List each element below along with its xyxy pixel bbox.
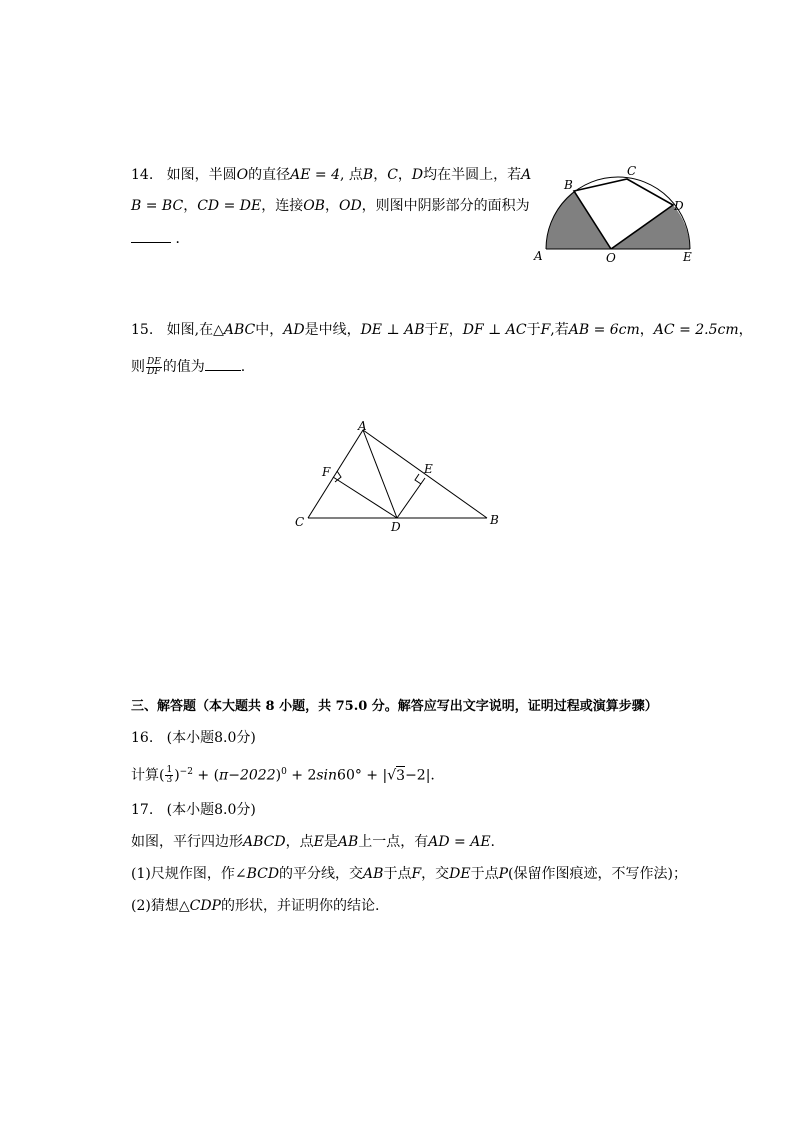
q14-number: 14.	[131, 167, 154, 183]
fraction-DE-DF: $\frac{DE}{DF}$	[147, 356, 161, 377]
q17-number: 17.	[131, 802, 154, 818]
segment-DF	[333, 477, 397, 518]
label-O: O	[606, 251, 616, 265]
label-A: A	[358, 419, 367, 433]
q15-line-1: 15. 如图,在△ABC中，AD是中线，DE ⊥ AB于E，DF ⊥ AC于F,若AB = 6cm，AC = 2.5cm，	[131, 322, 753, 338]
answer-blank	[131, 228, 171, 243]
q15-number: 15.	[131, 322, 154, 338]
section-3-heading: 三、解答题（本大题共 8 小题，共 75.0 分。解答应写出文字说明，证明过程或演算步骤）	[131, 699, 658, 714]
label-C: C	[295, 515, 305, 529]
label-B: B	[490, 513, 499, 527]
label-F: F	[322, 465, 331, 479]
label-E: E	[424, 462, 433, 476]
q14-line-2: B = BC，CD = DE，连接OB，OD，则图中阴影部分的面积为	[131, 198, 530, 214]
fraction-1-3: $\frac{1}{3}$	[166, 765, 173, 786]
q14-semicircle-figure	[530, 160, 700, 270]
label-A: A	[534, 249, 543, 263]
label-E: E	[683, 250, 692, 264]
q16-expression: 计算( $\frac{1}{3}$ )$^{-2} + (\pi-2022)^0 + 2\sin 60^\circ + |√3-2|$.	[131, 765, 435, 786]
answer-blank	[205, 356, 241, 371]
label-D: D	[674, 199, 684, 213]
right-angle-E	[415, 474, 421, 484]
label-D: D	[391, 520, 401, 534]
median-AD	[363, 430, 397, 518]
q17-line-2: (1)尺规作图，作∠BCD的平分线，交AB于点F，交DE于点P(保留作图痕迹，不写作法)；	[131, 866, 687, 882]
q17-line-1: 如图，平行四边形ABCD，点E是AB上一点，有AD = AE.	[131, 834, 495, 850]
q15-triangle-figure	[290, 418, 510, 538]
side-CA	[308, 430, 363, 518]
q14-line-3: ．	[131, 228, 189, 249]
shaded-region-left	[546, 191, 611, 249]
q16-number: 16.	[131, 730, 154, 746]
q14-line-1: 14. 如图，半圆O的直径AE = 4, 点B，C，D均在半圆上，若A	[131, 167, 532, 183]
label-C: C	[627, 164, 637, 178]
q16-header: 16. (本小题8.0分)	[131, 730, 256, 746]
q15-line-2: 则 $\frac{DE}{DF}$ 的值为 .	[131, 356, 246, 377]
q17-line-3: (2)猜想△CDP的形状，并证明你的结论.	[131, 898, 380, 914]
q17-header: 17. (本小题8.0分)	[131, 802, 256, 818]
label-B: B	[564, 178, 573, 192]
